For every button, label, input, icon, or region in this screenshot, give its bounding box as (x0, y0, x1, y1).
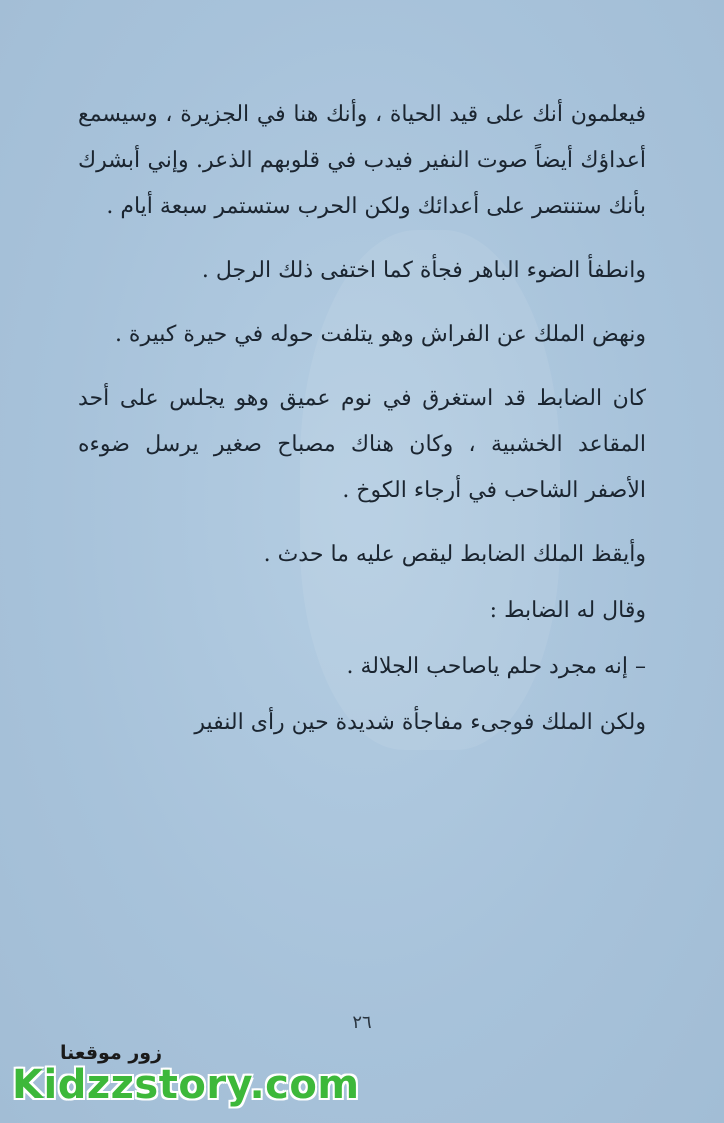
paragraph: ونهض الملك عن الفراش وهو يتلفت حوله في حيرة كبيرة . (114, 322, 646, 347)
page-number: ٢٦ (352, 1012, 372, 1033)
paragraph: – إنه مجرد حلم ياصاحب الجلالة . (346, 654, 646, 679)
paragraph: كان الضابط قد استغرق في نوم عميق وهو يجلس على أحد المقاعد الخشبية ، وكان هناك مصباح صغير يرسل ضوءه الأصفر الشاحب في أرجاء الكوخ . (78, 386, 646, 503)
paragraph: وقال له الضابط : (489, 598, 646, 623)
paragraph: وانطفأ الضوء الباهر فجأة كما اختفى ذلك الرجل . (201, 258, 646, 283)
paragraph: وأيقظ الملك الضابط ليقص عليه ما حدث . (263, 542, 646, 567)
paragraph: ولكن الملك فوجىء مفاجأة شديدة حين رأى النفير (194, 710, 646, 735)
watermark-logo: Kidzzstory.com (12, 1062, 360, 1108)
watermark-label: زور موقعنا (60, 1042, 163, 1064)
paragraph: فيعلمون أنك على قيد الحياة ، وأنك هنا في الجزيرة ، وسيسمع أعداؤك أيضاً صوت النفير فيدب في قلوبهم الذعر. وإني أبشرك بأنك ستنتصر على أعدائك ولكن الحرب ستستمر سبعة أيام . (78, 102, 646, 219)
story-text (78, 92, 646, 756)
